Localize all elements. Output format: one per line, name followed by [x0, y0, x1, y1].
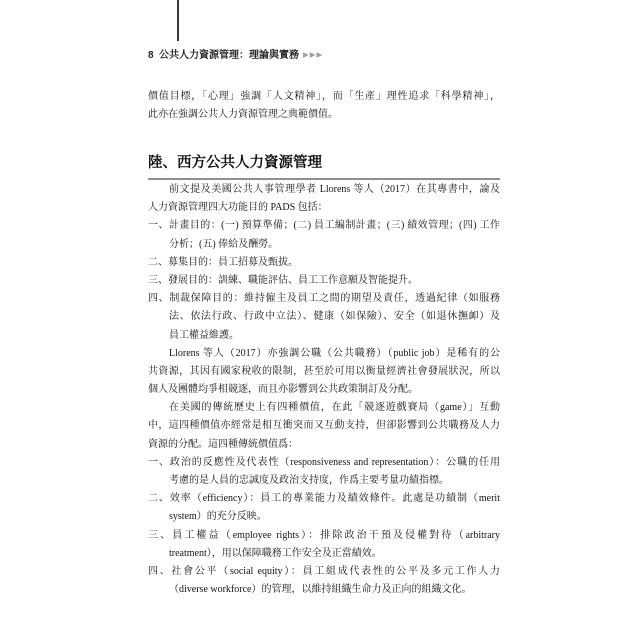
list-item-line: 分析；(五) 俸給及酬勞。 [169, 238, 279, 250]
section-heading: 陸、西方公共人力資源管理 [148, 155, 322, 171]
book-title: 公共人力資源管理：理論與實務 [159, 50, 299, 61]
paragraph-line: 人力資源管理四大功能目的 PADS 包括： [148, 202, 328, 214]
paragraph-line: 在美國的傳統歷史上有四種價值，在此「競逐遊戲賽局（game）」互動 [169, 402, 500, 414]
list-item [148, 490, 500, 526]
list-item-line: 三、發展目的：訓練、職能評估、員工工作意願及智能提升。 [148, 274, 418, 286]
list-item-line: 一、政治的反應性及代表性（responsiveness and representation）：公職的任用 [148, 456, 500, 468]
list-item-line: 四、制裁保障目的：維持僱主及員工之間的期望及責任，透過紀律（如服務 [148, 293, 500, 305]
paragraph-line: 價值目標，「心理」強調「人文精神」，而「生產」理性追求「科學精神」， [148, 91, 500, 102]
list-item-line: system）的充分反映。 [169, 511, 267, 523]
paragraph-line: 前文提及美國公共人事管理學者 Llorens 等人（2017）在其專書中，論及 [169, 184, 500, 195]
list-item-line: 三、員工權益（employee rights）：排除政治干預及侵權對待（arbitrary [148, 529, 500, 541]
paragraph-line: 共資源，其因有國家稅收的限制，甚至於可用以衡量經濟社會發展狀況，所以 [148, 365, 500, 377]
list-item-line: 法、依法行政、行政中立法）、健康（如保險）、安全（如退休撫卹）及 [169, 311, 500, 323]
paragraph-line: 中，這四種價值亦經常是相互衝突而又互動支持，但卻影響到公共職務及人力 [148, 420, 500, 432]
header-divider-line [177, 0, 179, 41]
heading-underline [148, 178, 500, 180]
list-item-line: 一、計畫目的：(一) 預算準備；(二) 員工編制計畫；(三) 績效管理；(四) 工作 [148, 220, 500, 232]
paragraph-line: 個人及團體均爭相競逐，而且亦影響到公共政策制訂及分配。 [148, 384, 418, 396]
four-values-list [148, 454, 500, 600]
section-body [148, 181, 500, 599]
list-item-line: 二、募集目的：員工招募及甄拔。 [148, 256, 298, 268]
list-item-line: 考慮的是人員的忠誠度及政治支持度，作爲主要考量功績指標。 [169, 475, 449, 486]
list-item [148, 254, 500, 272]
paragraph-pads-intro [148, 181, 500, 217]
paragraph-line: Llorens 等人（2017）亦強調公職（公共職務）（public job）是稀有的公 [169, 347, 500, 359]
page-number: 8 [148, 50, 154, 61]
intro-paragraph [148, 88, 500, 124]
list-item [148, 217, 500, 253]
list-item [148, 454, 500, 490]
list-item [148, 527, 500, 563]
list-item-line: 員工權益維護。 [169, 329, 239, 341]
list-item-line: （diverse workforce）的管理，以維持組織生命力及正向的組織文化。 [169, 584, 472, 596]
list-item-line: treatment），用以保障職務工作安全及正當績效。 [169, 547, 382, 559]
list-item-line: 四、社會公平（social equity）：員工組成代表性的公平及多元工作人力 [148, 565, 500, 577]
list-item [148, 290, 500, 345]
arrow-icons: ▶▶▶ [303, 50, 324, 59]
pads-purpose-list [148, 217, 500, 344]
list-item [148, 272, 500, 290]
paragraph-four-values [148, 399, 500, 454]
running-header [148, 47, 323, 63]
paragraph-line: 此亦在強調公共人力資源管理之典範價值。 [148, 109, 338, 121]
list-item-line: 二、效率（efficiency）：員工的專業能力及績效條件。此處是功績制（merit [148, 493, 500, 505]
paragraph-line: 資源的分配。這四種傳統價值爲： [148, 438, 298, 450]
list-item [148, 563, 500, 599]
paragraph-public-job [148, 345, 500, 400]
